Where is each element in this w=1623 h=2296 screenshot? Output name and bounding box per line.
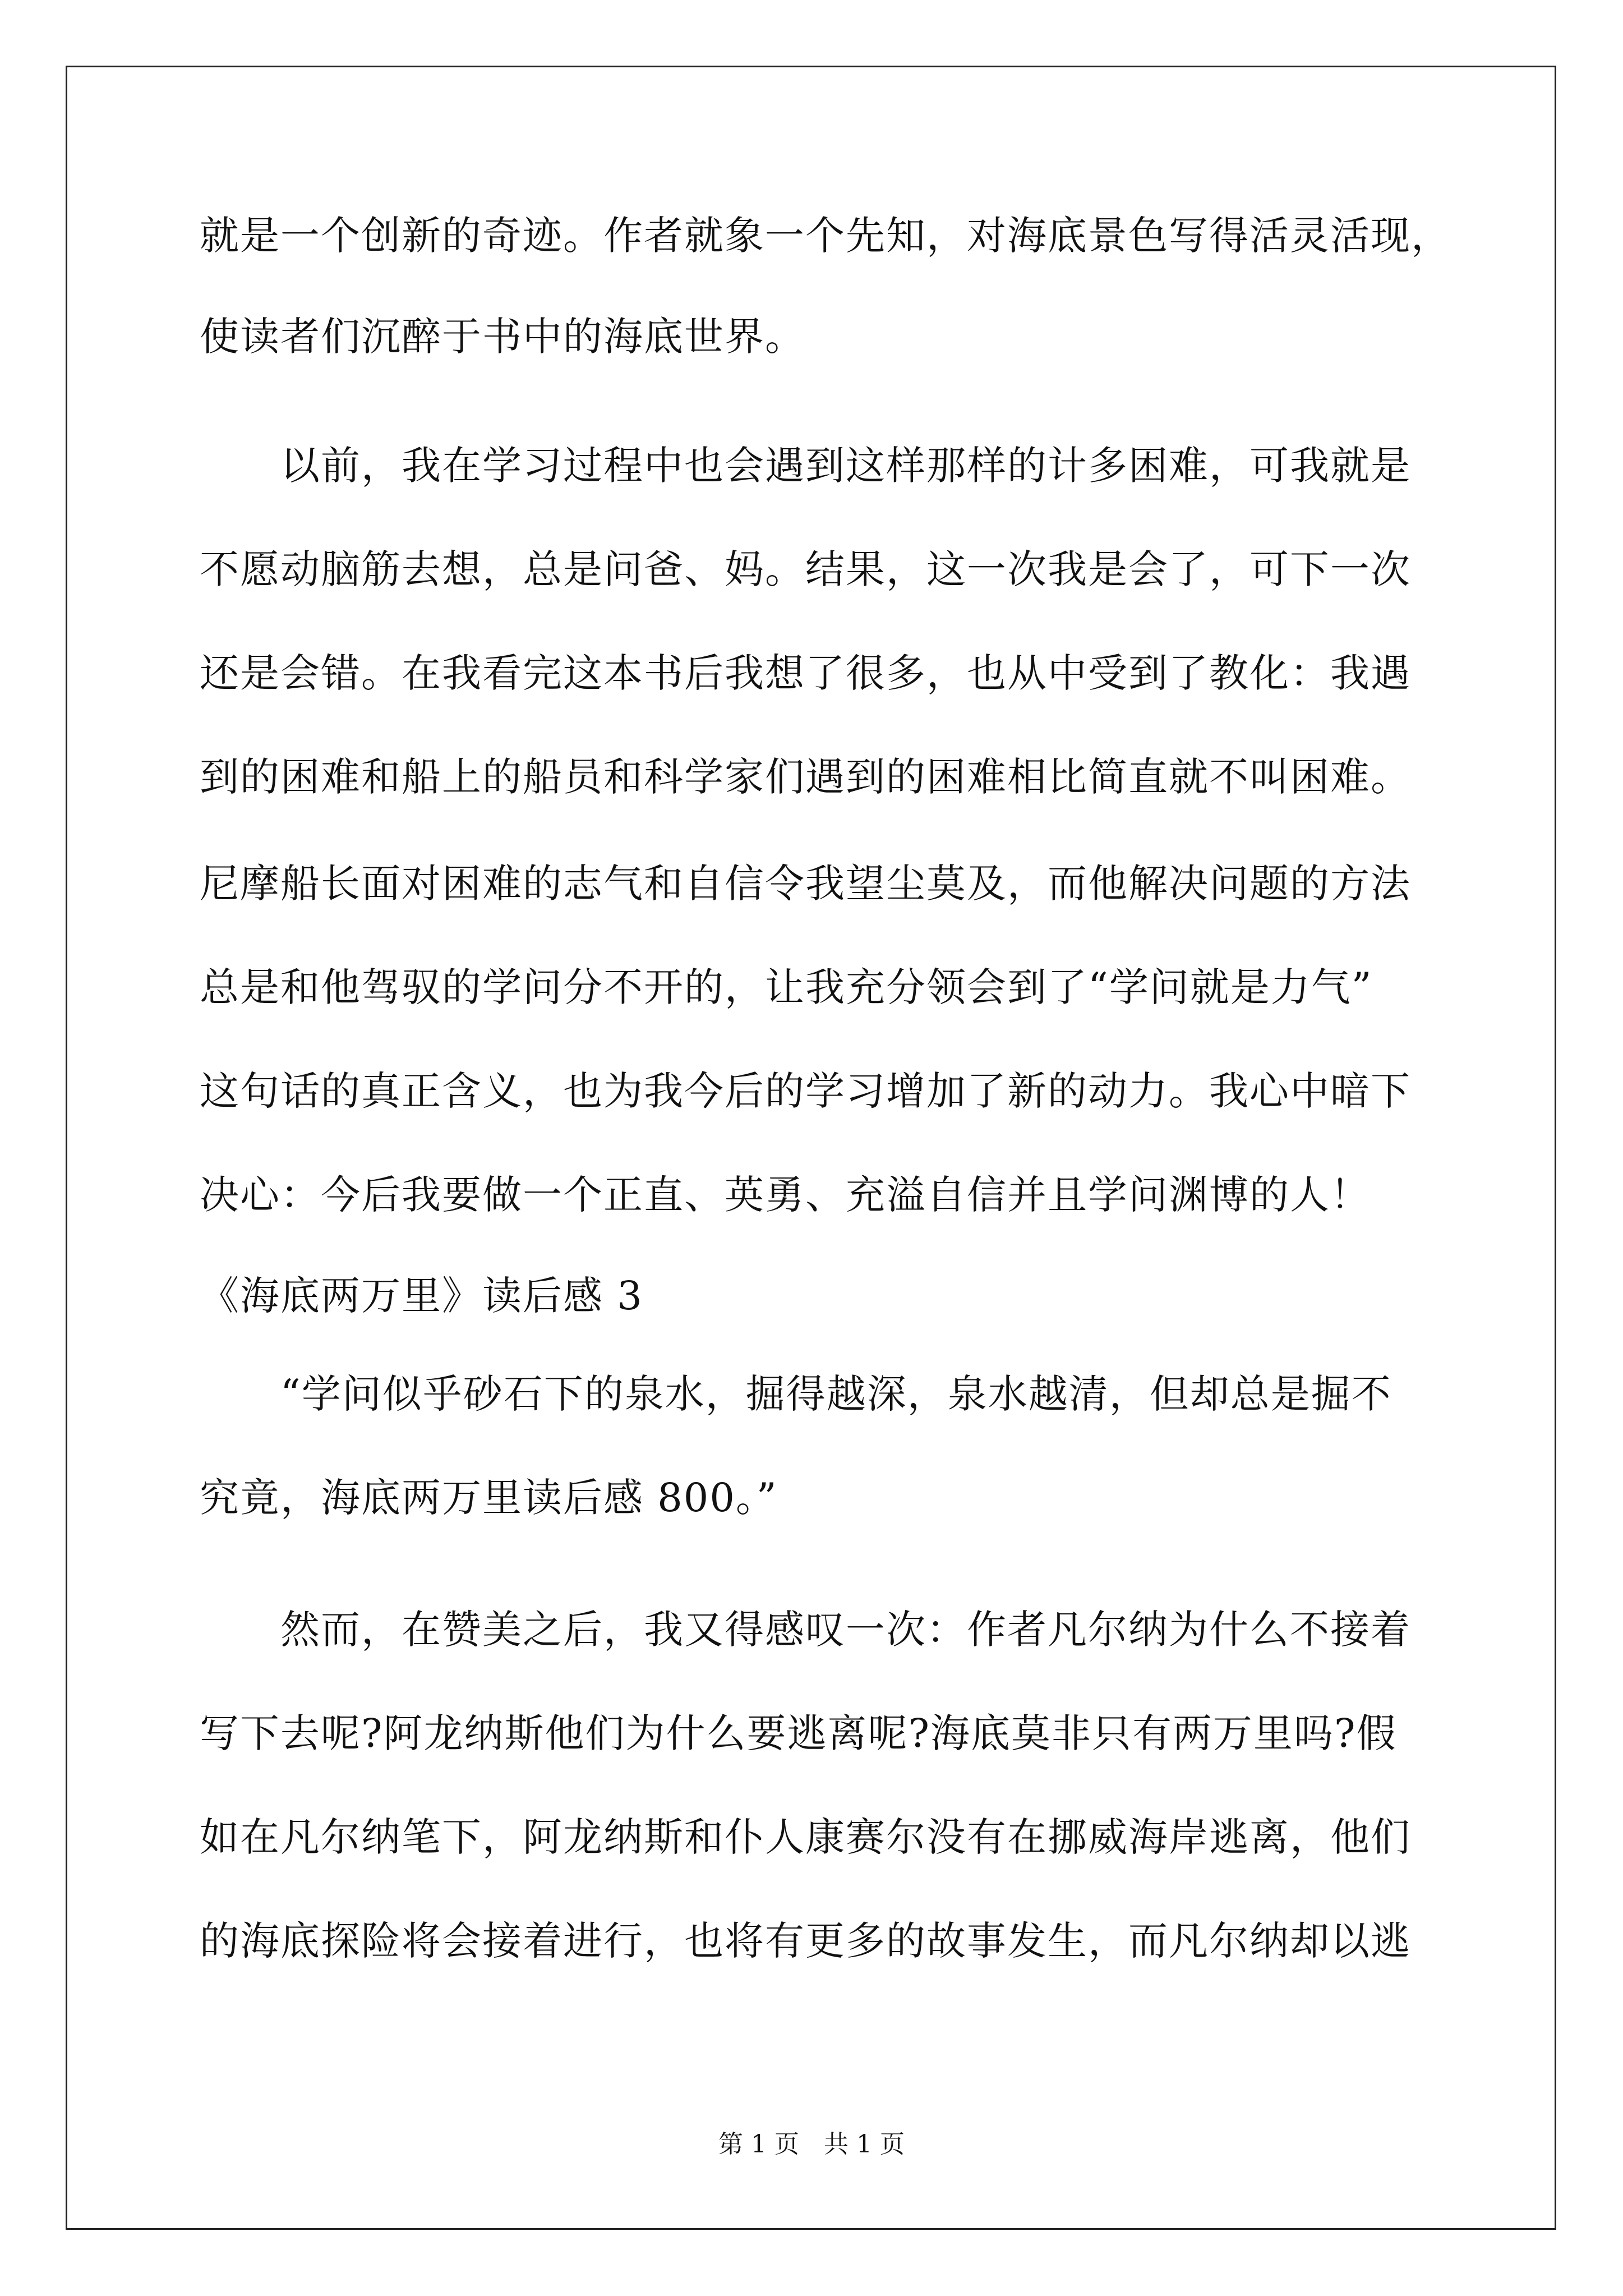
text-line: 总是和他驾驭的学问分不开的，让我充分领会到了“学问就是力气” [200, 964, 1373, 1010]
text-line: 到的困难和船上的船员和科学家们遇到的困难相比简直就不叫困难。 [200, 754, 1411, 800]
text-line: 然而，在赞美之后，我又得感叹一次：作者凡尔纳为什么不接着 [200, 1607, 1411, 1653]
text-line: 以前，我在学习过程中也会遇到这样那样的计多困难，可我就是 [200, 443, 1411, 489]
text-line: 写下去呢?阿龙纳斯他们为什么要逃离呢?海底莫非只有两万里吗?假 [200, 1710, 1397, 1756]
section-heading: 《海底两万里》读后感 3 [200, 1273, 643, 1319]
text-line: 使读者们沉醉于书中的海底世界。 [200, 314, 805, 360]
text-line: 不愿动脑筋去想，总是问爸、妈。结果，这一次我是会了，可下一次 [200, 546, 1411, 592]
text-line: 决心：今后我要做一个正直、英勇、充溢自信并且学问渊博的人！ [200, 1172, 1371, 1218]
text-line: 尼摩船长面对困难的志气和自信令我望尘莫及，而他解决问题的方法 [200, 861, 1411, 907]
page-border [66, 66, 1556, 2230]
text-line: 就是一个创新的奇迹。作者就象一个先知，对海底景色写得活灵活现， [200, 213, 1451, 259]
text-line: 如在凡尔纳笔下，阿龙纳斯和仆人康赛尔没有在挪威海岸逃离，他们 [200, 1814, 1411, 1860]
text-line: 还是会错。在我看完这本书后我想了很多，也从中受到了教化：我遇 [200, 650, 1411, 696]
page-number-footer: 第 1 页 共 1 页 [718, 2130, 905, 2159]
text-line: 究竟，海底两万里读后感 800。” [200, 1475, 778, 1521]
text-line: 这句话的真正含义，也为我今后的学习增加了新的动力。我心中暗下 [200, 1068, 1411, 1114]
text-line: 的海底探险将会接着进行，也将有更多的故事发生，而凡尔纳却以逃 [200, 1918, 1411, 1964]
text-line: “学问似乎砂石下的泉水，掘得越深，泉水越清，但却总是掘不 [200, 1371, 1392, 1417]
